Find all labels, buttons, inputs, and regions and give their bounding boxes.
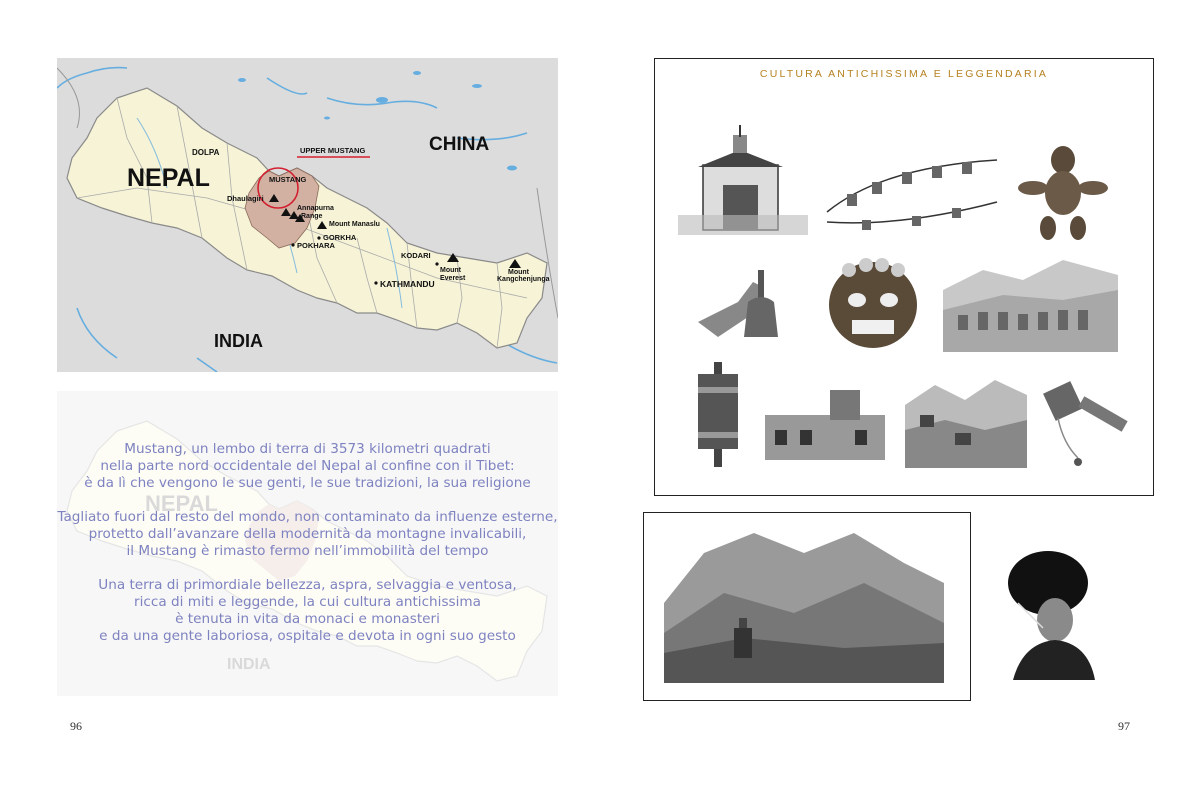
page-number-left: 96: [70, 719, 82, 733]
map-label-kodari: KODARI: [401, 251, 431, 260]
map-label-pokhara: POKHARA: [297, 241, 335, 250]
page-number-right: 97: [1118, 719, 1130, 733]
map-label-dolpa: DOLPA: [192, 148, 220, 157]
demon-mask-illustration: [824, 255, 922, 350]
monk-portrait-illustration: [1003, 548, 1096, 680]
text-line: protetto dall’avanzare della modernità da montagne invalicabili,: [88, 526, 527, 542]
map-label-nepal: NEPAL: [127, 164, 210, 192]
map-label-india: INDIA: [214, 331, 263, 351]
text-line: Tagliato fuori dal resto del mondo, non contaminato da influenze esterne,: [57, 509, 558, 525]
map-label-manaslu: Mount Manaslu: [329, 221, 380, 228]
map-label-dhaulagiri: Dhaulagiri: [227, 194, 264, 203]
map-label-annapurna-1: Annapurna: [297, 205, 334, 212]
map-label-everest-2: Everest: [440, 275, 466, 282]
mountain-landscape-illustration: [644, 513, 970, 700]
text-line: Una terra di primordiale bellezza, aspra, selvaggia e ventosa,: [98, 577, 517, 593]
paragraph-1: [57, 441, 558, 492]
monastery-gate-illustration: [678, 125, 808, 235]
intro-text: [57, 441, 558, 662]
text-line: e da una gente laboriosa, ospitale e devota in ogni suo gesto: [99, 628, 516, 644]
village-landscape-illustration: [905, 375, 1027, 468]
text-line: il Mustang è rimasto fermo nell’immobilità del tempo: [126, 543, 489, 559]
monastery-ruins-illustration: [760, 385, 892, 467]
map-label-annapurna-2: Range: [301, 213, 323, 220]
text-line: è tenuta in vita da monaci e monasteri: [175, 611, 440, 627]
nepal-map: [57, 58, 558, 372]
culture-title: CULTURA ANTICHISSIMA E LEGGENDARIA: [759, 68, 1049, 80]
prayer-wheel-illustration: [693, 362, 743, 467]
map-label-china: CHINA: [429, 134, 490, 155]
map-label-mustang: MUSTANG: [269, 175, 307, 184]
map-label-kathmandu: KATHMANDU: [380, 279, 435, 289]
hand-bell-illustration: [698, 262, 808, 350]
paragraph-2: [57, 509, 558, 560]
text-line: ricca di miti e leggende, la cui cultura antichissima: [134, 594, 481, 610]
deity-figurine-illustration: [1018, 138, 1108, 243]
map-label-gorkha: GORKHA: [323, 233, 357, 242]
chortens-landscape-illustration: [943, 250, 1118, 352]
text-line: Mustang, un lembo di terra di 3573 kilometri quadrati: [124, 441, 491, 457]
text-line: è da lì che vengono le sue genti, le sue tradizioni, la sua religione: [84, 475, 531, 491]
paragraph-3: [57, 577, 558, 645]
map-label-everest-1: Mount: [440, 267, 461, 274]
map-label-kangch-1: Mount: [508, 269, 529, 276]
hand-prayer-wheel-illustration: [1038, 378, 1133, 478]
map-label-upper-mustang: UPPER MUSTANG: [300, 146, 366, 155]
map-label-kangch-2: Kangchenjunga: [497, 276, 550, 283]
text-line: nella parte nord occidentale del Nepal al confine con il Tibet:: [100, 458, 515, 474]
prayer-flags-illustration: [822, 152, 1002, 232]
mountain-landscape-frame: [643, 512, 971, 701]
